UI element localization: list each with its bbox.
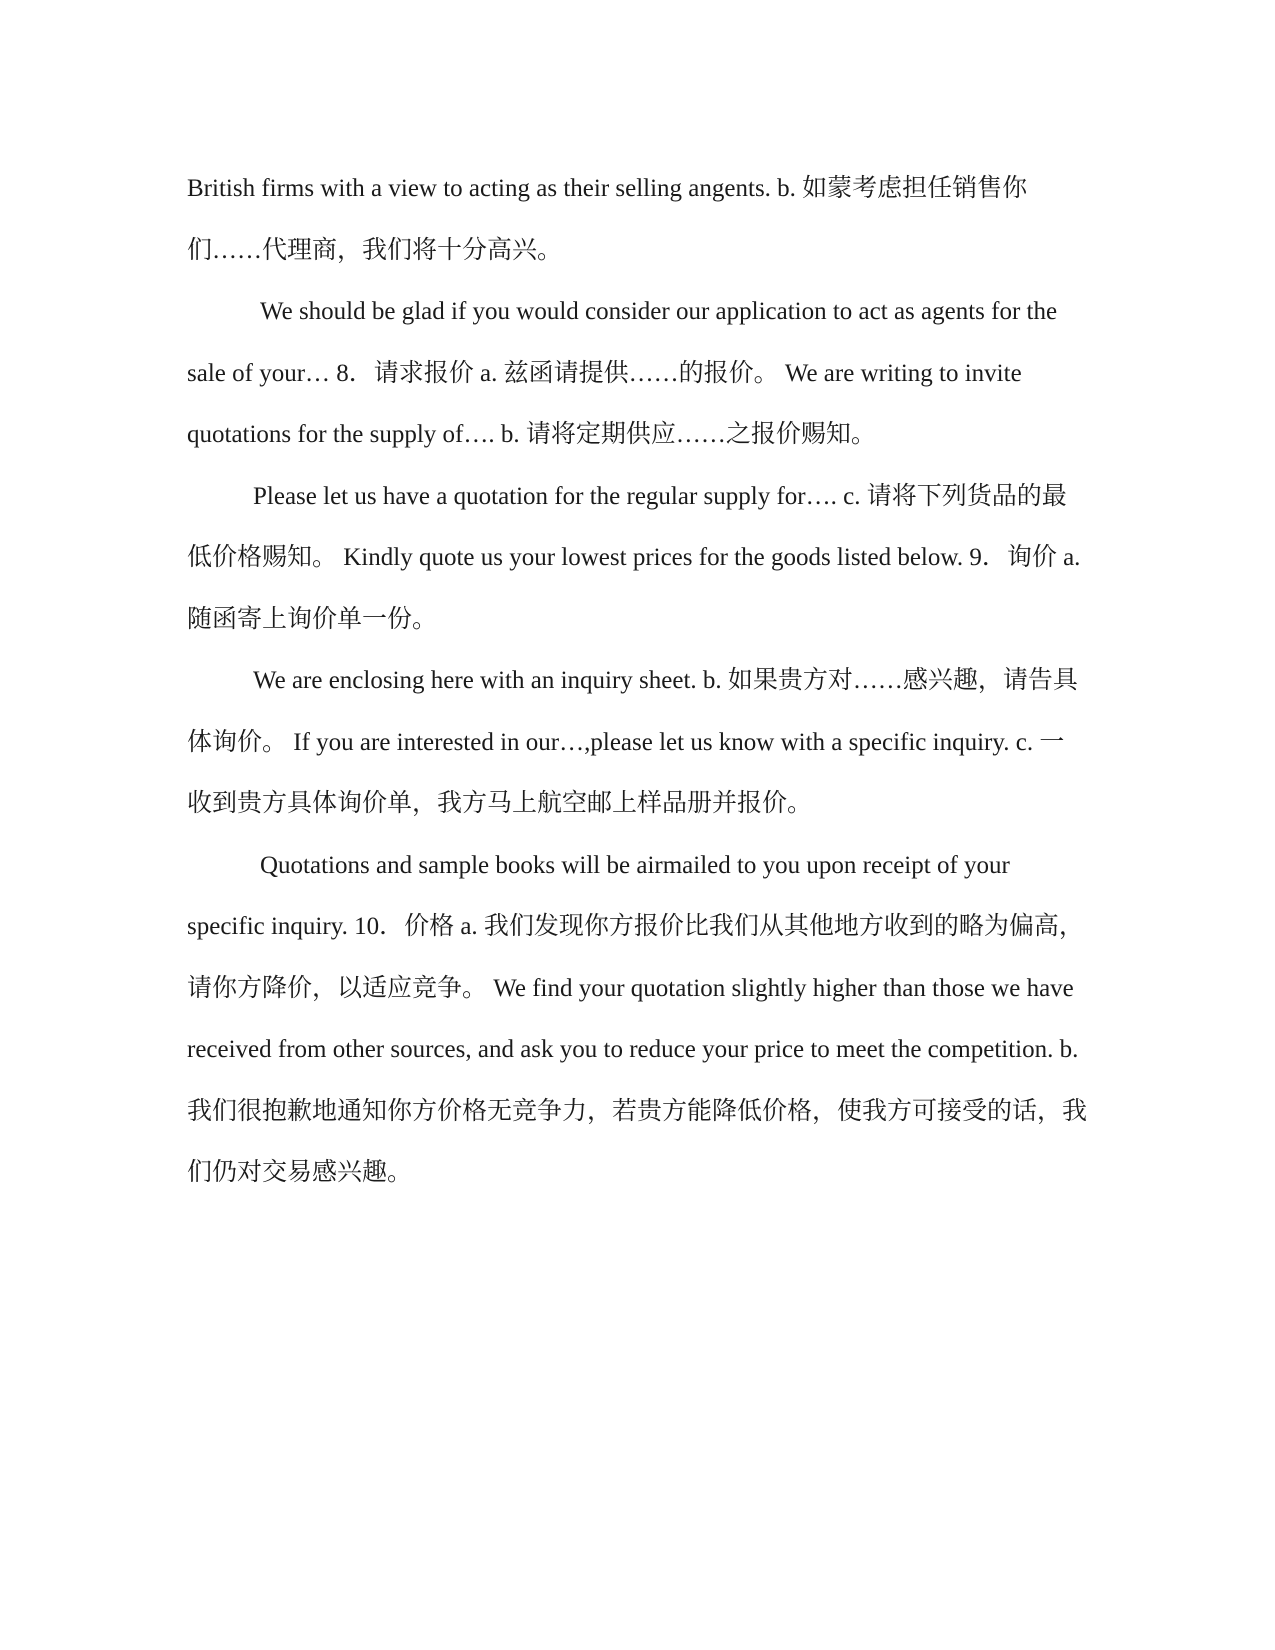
document-body <box>187 158 1087 1204</box>
paragraph-3: Please let us have a quotation for the regular supply for…. c. 请将下列货品的最低价格赐知。 Kindly quote us your lowest prices for the goods listed below. 9．询价 a. 随函寄上询价单一份。 <box>187 482 1081 633</box>
paragraph-5: Quotations and sample books will be airmailed to you upon receipt of your specific inquiry. 10．价格 a. 我们发现你方报价比我们从其他地方收到的略为偏高，请你方降价，以适应竞争。 We find your quotation slightly higher than those we have received from other sources, and ask you to reduce your price to meet the competition. b. 我们很抱歉地通知你方价格无竞争力，若贵方能降低价格，使我方可接受的话，我们仍对交易感兴趣。 <box>187 851 1088 1186</box>
paragraph-4: We are enclosing here with an inquiry sheet. b. 如果贵方对……感兴趣，请告具体询价。 If you are interested in our…,please let us know with a specific inquiry. c. 一收到贵方具体询价单，我方马上航空邮上样品册并报价。 <box>187 667 1078 817</box>
paragraph-2: We should be glad if you would consider our application to act as agents for the sale of your… 8．请求报价 a. 兹函请提供……的报价。 We are writing to invite quotations for the supply of…. b. 请将定期供应……之报价赐知。 <box>187 298 1058 448</box>
paragraph-1: British firms with a view to acting as their selling angents. b. 如蒙考虑担任销售你们……代理商，我们将十分高兴。 <box>187 175 1028 264</box>
